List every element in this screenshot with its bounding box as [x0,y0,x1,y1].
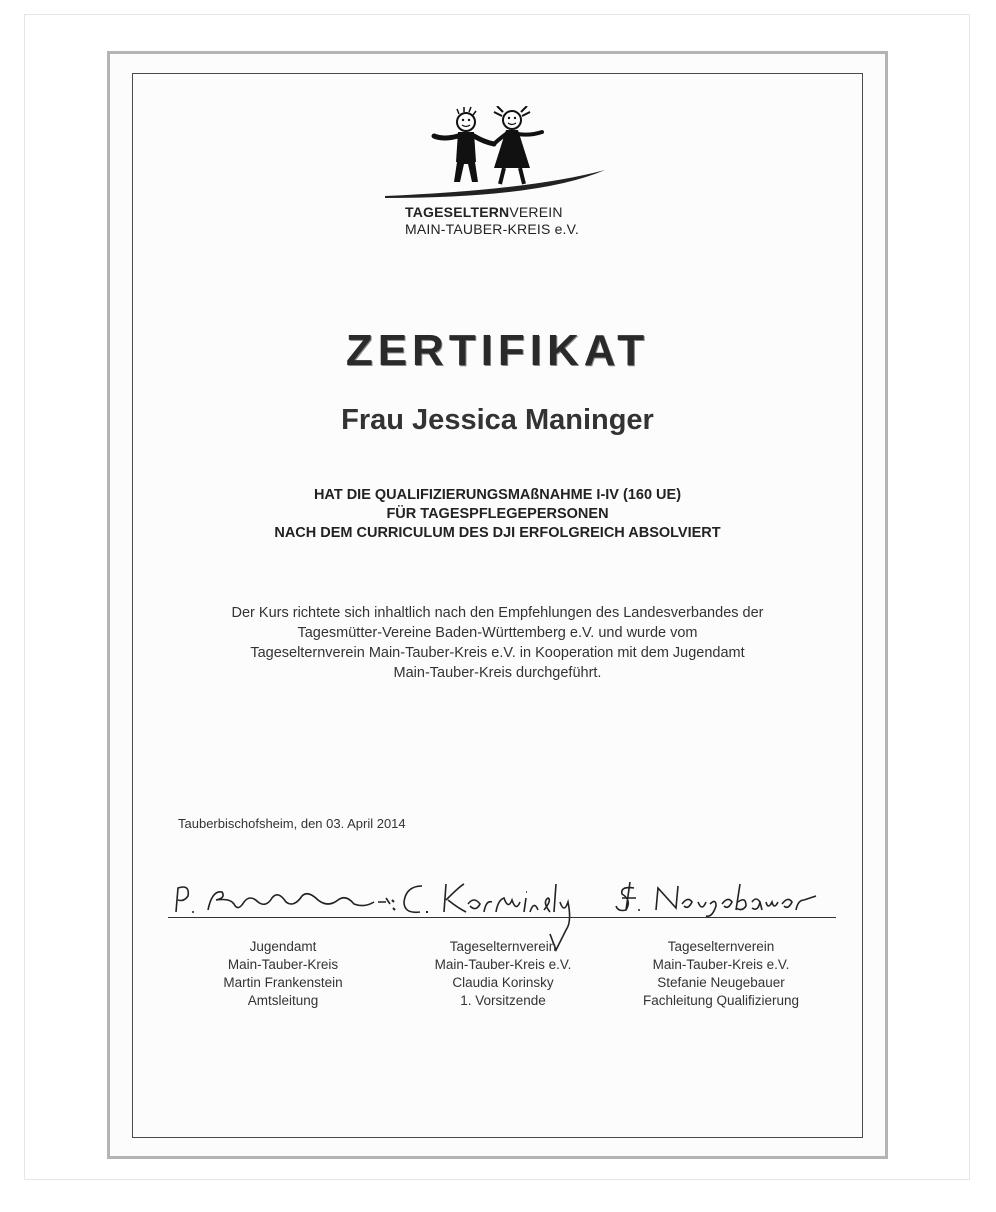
signature-line [168,917,398,918]
body-line: Tageselternverein Main-Tauber-Kreis e.V. in Kooperation mit dem Jugendamt [250,645,745,661]
signature-line [606,917,836,918]
place-and-date: Tauberbischofsheim, den 03. April 2014 [178,816,406,831]
signatory-line: Main-Tauber-Kreis e.V. [652,957,790,972]
signatory-line: Main-Tauber-Kreis e.V. [434,957,572,972]
signature-block-chairwoman [388,872,618,1022]
body-line: Der Kurs richtete sich inhaltlich nach den Empfehlungen des Landesverbandes der [231,605,764,621]
signatory-role: Fachleitung Qualifizierung [642,993,800,1008]
statement-line: FÜR TAGESPFLEGEPERSONEN [386,506,609,522]
tageselternverein-logo [380,106,620,236]
signatory-role: Amtsleitung [247,993,319,1008]
qualification-statement [110,486,885,543]
signatory-name: Claudia Korinsky [452,975,554,990]
recipient-name: Frau Jessica Maninger [341,404,654,436]
signatory-line: Main-Tauber-Kreis [227,957,339,972]
certificate-title: ZERTIFIKAT [345,326,650,375]
handwritten-signature [168,872,398,922]
statement-line: HAT DIE QUALIFIZIERUNGSMAßNAHME I-IV (160 UE) [313,487,682,503]
children-holding-hands-icon [380,106,620,206]
signatory-line: Tageselternverein [667,939,775,954]
signatory-details [388,938,618,1010]
statement-line: NACH DEM CURRICULUM DES DJI ERFOLGREICH ABSOLVIERT [274,525,721,541]
handwritten-signature [606,872,836,922]
signatory-line: Tageselternverein [449,939,557,954]
signatory-details [168,938,398,1010]
signatory-role: 1. Vorsitzende [460,993,546,1008]
logo-title: TAGESELTERNVEREIN [405,204,563,220]
logo-subtitle: MAIN-TAUBER-KREIS e.V. [405,221,579,237]
course-description [110,603,885,683]
certificate-page [107,51,888,1159]
body-line: Main-Tauber-Kreis durchgeführt. [393,665,602,681]
signature-block-jugendamt [168,872,398,1022]
signature-block-program-lead [606,872,836,1022]
signatory-line: Jugendamt [249,939,317,954]
signatory-details [606,938,836,1010]
body-line: Tagesmütter-Vereine Baden-Württemberg e.V. und wurde vom [297,625,698,641]
signatory-name: Martin Frankenstein [223,975,343,990]
signature-line [388,917,618,918]
signatory-name: Stefanie Neugebauer [657,975,785,990]
